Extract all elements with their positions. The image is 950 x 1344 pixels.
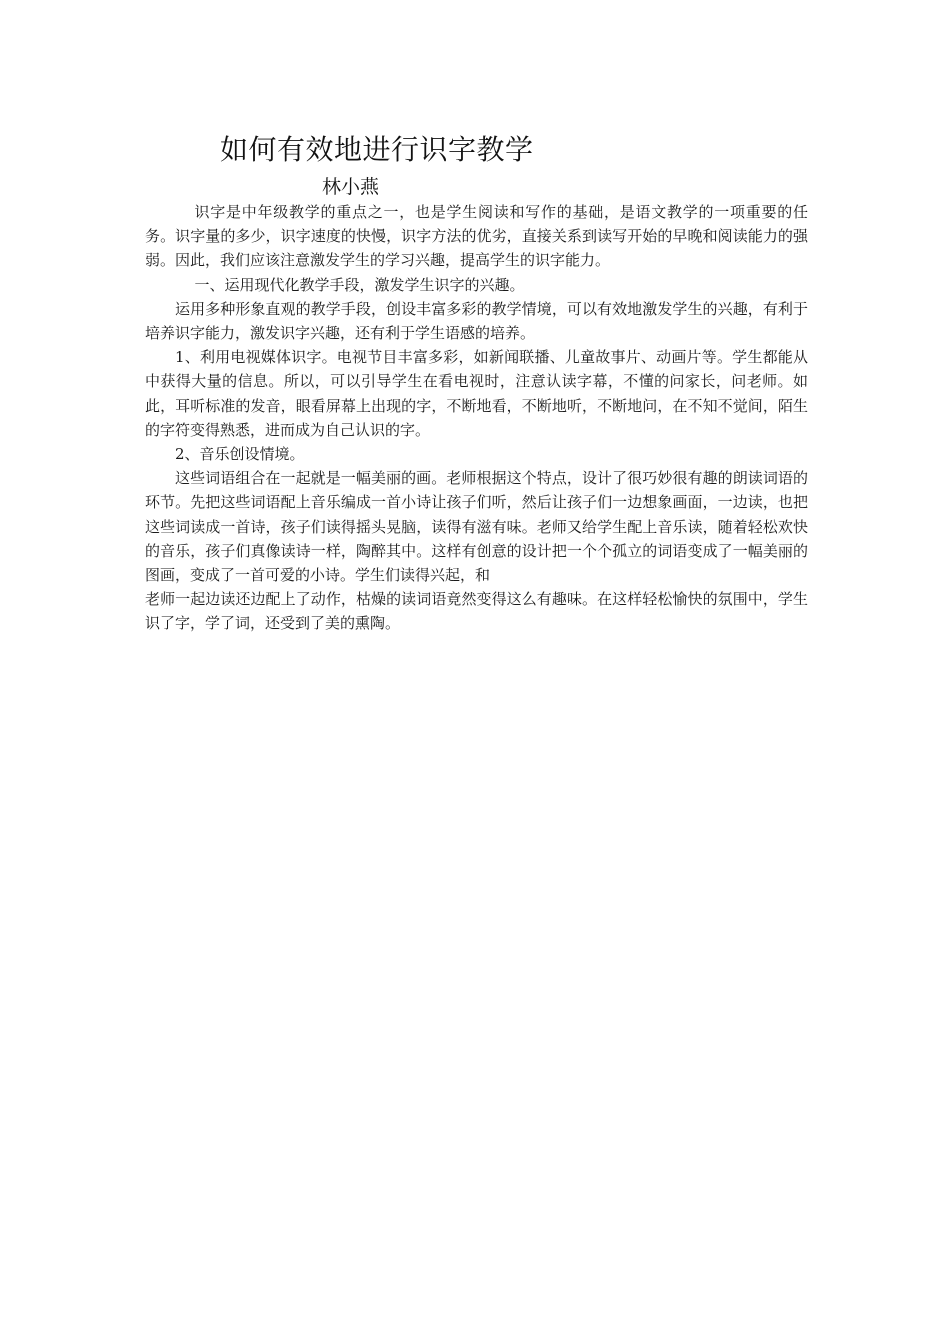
paragraph-tv-media: 1、利用电视媒体识字。电视节目丰富多彩，如新闻联播、儿童故事片、动画片等。学生都能从中获得大量的信息。所以，可以引导学生在看电视时，注意认读字幕，不懂的问家长，问老师。如此，耳听标准的发音，眼看屏幕上出现的字，不断地看，不断地听，不断地问，在不知不觉间，陌生的字符变得熟悉，进而成为自己认识的字。 — [145, 348, 808, 439]
document-title: 如何有效地进行识字教学 — [220, 133, 534, 166]
paragraph-section-1: 运用多种形象直观的教学手段，创设丰富多彩的教学情境，可以有效地激发学生的兴趣，有利于培养识字能力，激发识字兴趣，还有利于学生语感的培养。 — [145, 299, 808, 343]
paragraph-music: 这些词语组合在一起就是一幅美丽的画。老师根据这个特点，设计了很巧妙很有趣的朗读词语的环节。先把这些词语配上音乐编成一首小诗让孩子们听，然后让孩子们一边想象画面，一边读，也把这些词读成一首诗，孩子们读得摇头晃脑，读得有滋有味。老师又给学生配上音乐读，随着轻松欢快的音乐，孩子们真像读诗一样，陶醉其中。这样有创意的设计把一个个孤立的词语变成了一幅美丽的图画，变成了一首可爱的小诗。学生们读得兴起，和 — [145, 469, 808, 585]
document-body — [145, 200, 808, 636]
paragraph-intro: 识字是中年级教学的重点之一，也是学生阅读和写作的基础，是语文教学的一项重要的任务。识字量的多少，识字速度的快慢，识字方法的优劣，直接关系到读写开始的早晚和阅读能力的强弱。因此，我们应该注意激发学生的学习兴趣，提高学生的识字能力。 — [145, 203, 808, 270]
section-heading-1: 一、运用现代化教学手段，激发学生识字的兴趣。 — [194, 275, 525, 294]
subheading-music: 2、音乐创设情境。 — [175, 445, 305, 464]
paragraph-music-continued: 老师一起边读还边配上了动作，枯燥的读词语竟然变得这么有趣味。在这样轻松愉快的氛围中，学生识了字，学了词，还受到了美的熏陶。 — [145, 590, 808, 633]
document-author: 林小燕 — [322, 176, 380, 198]
